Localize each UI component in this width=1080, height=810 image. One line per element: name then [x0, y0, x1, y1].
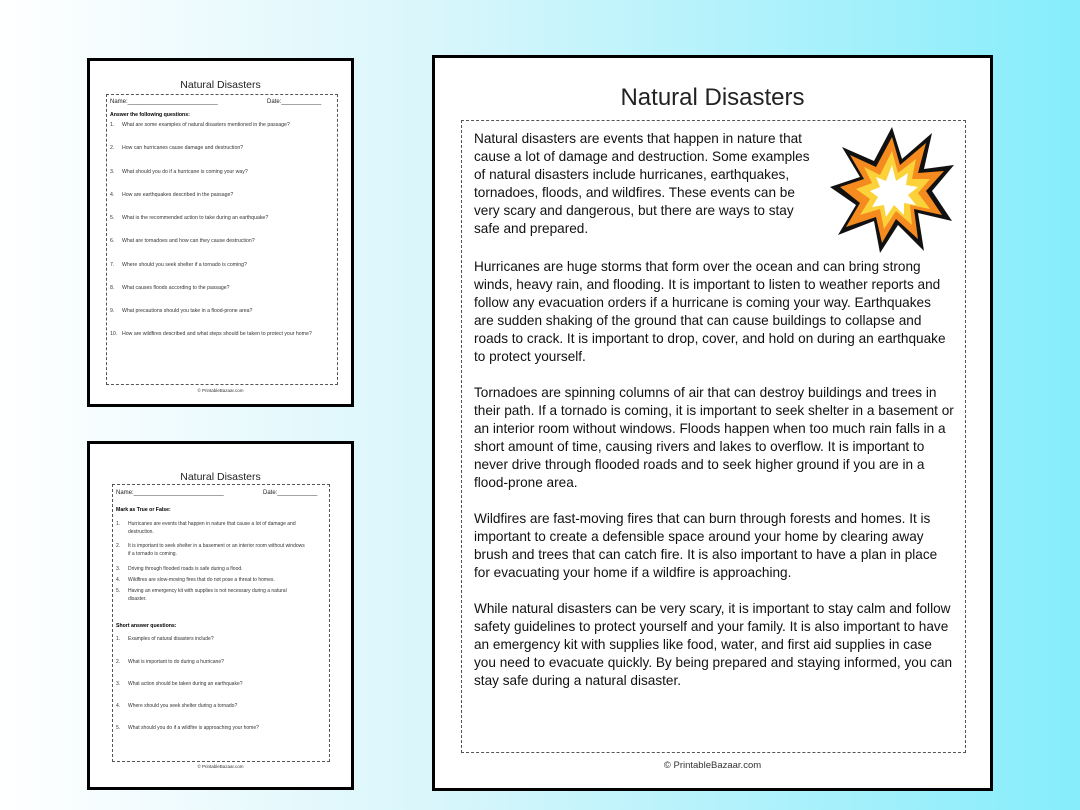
short-answer-item: 3. What action should be taken during an earthquake? — [116, 681, 243, 687]
worksheet-true-false-thumbnail — [87, 441, 354, 790]
passage-paragraph-3: Tornadoes are spinning columns of air that can destroy buildings and trees in their path. If a tornado is coming, it is important to seek shelter in a basement or an interior room without windows. Floods happen when too much rain falls in a short amount of time, causing rivers and lakes to overflow. It is important to never drive through flooded roads and to seek higher ground if you are in a flood-prone area. — [474, 385, 954, 490]
true-false-item: 2. It is important to seek shelter in a basement or an interior room without windows if a tornado is coming. — [116, 543, 305, 557]
true-false-section-title: Mark as True or False: — [116, 507, 171, 513]
question-item: 2. How can hurricanes cause damage and destruction? — [110, 145, 244, 151]
passage-frame — [461, 120, 966, 753]
worksheet1-title: Natural Disasters — [180, 79, 261, 91]
short-answer-item: 4. Where should you seek shelter during a tornado? — [116, 703, 238, 709]
reading-passage-page — [432, 55, 993, 791]
worksheet-questions-thumbnail — [87, 58, 354, 407]
question-item: 7. Where should you seek shelter if a tornado is coming? — [110, 262, 247, 268]
worksheet1-frame — [106, 94, 338, 385]
date-field-label: Date:____________ — [267, 99, 322, 105]
passage-paragraph-5: While natural disasters can be very scary, it is important to stay calm and follow safety guidelines to protect yourself and your family. It is also important to have an emergency kit with supplies like food, water, and first aid supplies in case you need to evacuate quickly. By being prepared and staying informed, you can stay safe during a natural disaster. — [474, 601, 953, 688]
worksheet2-frame — [112, 484, 330, 762]
name-field-label: Name:___________________________ — [110, 99, 218, 105]
date-field-label: Date:____________ — [263, 490, 318, 496]
passage-paragraph-1: Natural disasters are events that happen in nature that cause a lot of damage and destruction. Some examples of natural disasters include hurricanes, earthquakes, tornadoes, floods, and wildfires. These events can be very scary and dangerous, but there are ways to stay safe and prepared. — [474, 131, 810, 236]
worksheet1-section-title: Answer the following questions: — [110, 112, 190, 118]
worksheet2-footer: © PrintableBazaar.com — [197, 764, 244, 769]
question-item: 3. What should you do if a hurricane is coming your way? — [110, 169, 248, 175]
question-item: 1. What are some examples of natural disasters mentioned in the passage? — [110, 122, 290, 128]
short-answer-item: 1. Examples of natural disasters include? — [116, 636, 214, 642]
worksheet1-footer: © PrintableBazaar.com — [197, 388, 244, 393]
question-item: 8. What causes floods according to the passage? — [110, 285, 230, 291]
question-item: 9. What precautions should you take in a flood-prone area? — [110, 308, 253, 314]
question-item: 4. How are earthquakes described in the passage? — [110, 192, 234, 198]
passage-title: Natural Disasters — [620, 84, 805, 111]
short-answer-section-title: Short answer questions: — [116, 623, 177, 629]
passage-footer: © PrintableBazaar.com — [663, 760, 762, 771]
worksheet2-title: Natural Disasters — [180, 471, 261, 483]
question-item: 6. What are tornadoes and how can they cause destruction? — [110, 238, 255, 244]
explosion-icon — [828, 125, 956, 255]
true-false-item: 1. Hurricanes are events that happen in nature that cause a lot of damage and destruction. — [116, 521, 296, 535]
passage-paragraph-4: Wildfires are fast-moving fires that can burn through forests and homes. It is important to create a defensible space around your home by clearing away brush and trees that can catch fire. It is also important to have a plan in place for evacuating your home if a wildfire is approaching. — [474, 511, 938, 580]
name-field-label: Name:___________________________ — [116, 490, 224, 496]
short-answer-item: 5. What should you do if a wildfire is approaching your home? — [116, 725, 259, 731]
passage-paragraph-2: Hurricanes are huge storms that form over the ocean and can bring strong winds, heavy rain, and flooding. It is important to listen to weather reports and follow any evacuation orders if a hurricane is coming your way. Earthquakes are sudden shaking of the ground that can cause buildings to collapse and roads to crack. It is important to drop, cover, and hold on during an earthquake to protect yourself. — [474, 259, 946, 364]
question-item: 5. What is the recommended action to take during an earthquake? — [110, 215, 269, 221]
true-false-item: 5. Having an emergency kit with supplies is not necessary during a natural disaster. — [116, 588, 287, 602]
question-item: 10. How are wildfires described and what steps should be taken to protect your home? — [110, 331, 312, 337]
true-false-item: 3. Driving through flooded roads is safe during a flood. — [116, 566, 243, 572]
short-answer-item: 2. What is important to do during a hurricane? — [116, 659, 224, 665]
true-false-item: 4. Wildfires are slow-moving fires that do not pose a threat to homes. — [116, 577, 275, 583]
